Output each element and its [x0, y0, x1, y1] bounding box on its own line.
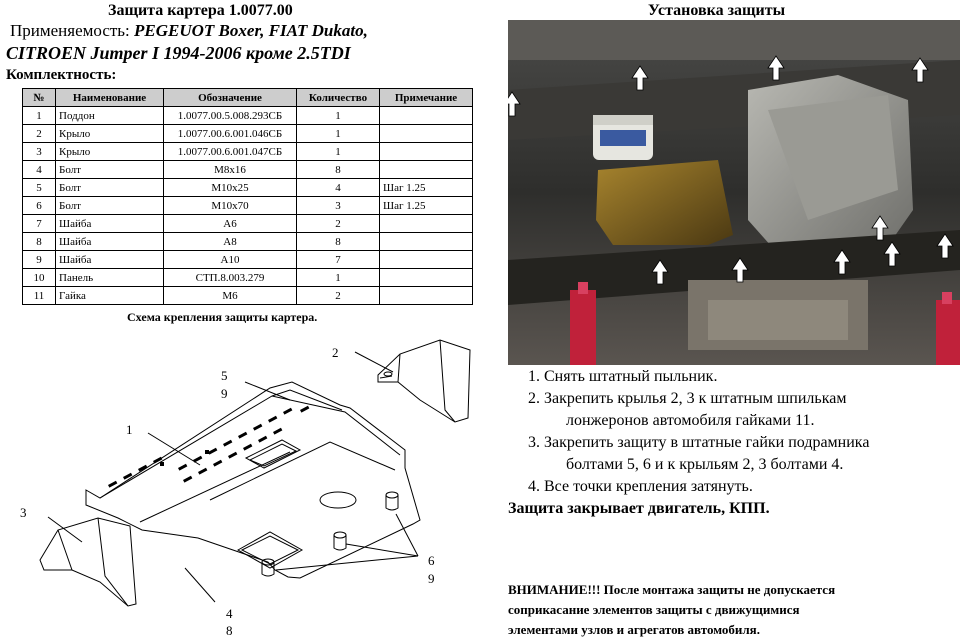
col-header-number: №: [23, 89, 56, 107]
callout-5: 5: [221, 368, 228, 383]
cell-name: Болт: [56, 179, 164, 197]
step-4: 4. Все точки крепления затянуть.: [528, 478, 753, 495]
callout-8: 8: [226, 623, 233, 638]
step-3: 3. Закрепить защиту в штатные гайки подрамника: [528, 434, 870, 451]
col-header-designation: Обозначение: [164, 89, 297, 107]
install-title: Установка защиты: [648, 2, 786, 19]
parts-table: [22, 88, 473, 305]
cell-designation: 1.0077.00.5.008.293СБ: [164, 107, 297, 125]
cell-name: Болт: [56, 161, 164, 179]
table-row: [23, 179, 473, 197]
oil-filter: [593, 115, 653, 160]
cell-quantity: 8: [297, 233, 380, 251]
protection-result: Защита закрывает двигатель, КПП.: [508, 500, 770, 517]
table-row: [23, 215, 473, 233]
cell-quantity: 1: [297, 269, 380, 287]
cell-name: Шайба: [56, 215, 164, 233]
cell-quantity: 2: [297, 215, 380, 233]
cell-designation: 1.0077.00.6.001.047СБ: [164, 143, 297, 161]
cell-name: Шайба: [56, 233, 164, 251]
cell-number: 10: [23, 269, 56, 287]
cell-name: Крыло: [56, 143, 164, 161]
kit-heading: Комплектность:: [6, 67, 117, 83]
cell-designation: М8х16: [164, 161, 297, 179]
table-row: [23, 107, 473, 125]
warning-line-3: элементами узлов и агрегатов автомобиля.: [508, 622, 760, 637]
col-header-quantity: Количество: [297, 89, 380, 107]
installation-photo: [508, 20, 960, 365]
table-row: [23, 161, 473, 179]
cell-quantity: 4: [297, 179, 380, 197]
table-row: [23, 125, 473, 143]
cell-number: 8: [23, 233, 56, 251]
cell-number: 3: [23, 143, 56, 161]
cell-designation: СТП.8.003.279: [164, 269, 297, 287]
document-title: Защита картера 1.0077.00: [108, 2, 293, 19]
table-row: [23, 269, 473, 287]
cell-quantity: 1: [297, 143, 380, 161]
callout-3: 3: [20, 505, 27, 520]
applicability-label: Применяемость:: [10, 21, 130, 40]
warning-note: [508, 580, 963, 640]
cell-quantity: 7: [297, 251, 380, 269]
col-header-name: Наименование: [56, 89, 164, 107]
jack-stand-right: [936, 292, 960, 365]
cell-note: [380, 161, 473, 179]
cell-number: 11: [23, 287, 56, 305]
warning-line-1: ВНИМАНИЕ!!! После монтажа защиты не допускается: [508, 582, 836, 597]
applicability-value: PEGEUOT Boxer, FIAT Dukato,: [134, 21, 368, 40]
cell-number: 1: [23, 107, 56, 125]
col-header-note: Примечание: [380, 89, 473, 107]
cell-number: 4: [23, 161, 56, 179]
cell-designation: М6: [164, 287, 297, 305]
cell-number: 7: [23, 215, 56, 233]
callout-9-bottom: 9: [428, 571, 435, 586]
step-2: 2. Закрепить крылья 2, 3 к штатным шпилькам: [528, 390, 847, 407]
cell-designation: М10х25: [164, 179, 297, 197]
cell-number: 5: [23, 179, 56, 197]
step-1: 1. Снять штатный пыльник.: [528, 368, 718, 385]
callout-6: 6: [428, 553, 435, 568]
callout-4: 4: [226, 606, 233, 621]
jack-stand-left: [570, 282, 596, 365]
cell-number: 6: [23, 197, 56, 215]
applicability: [10, 21, 368, 41]
oil-pan: [596, 160, 733, 245]
callout-2: 2: [332, 345, 339, 360]
install-steps: [528, 366, 960, 498]
cell-note: [380, 269, 473, 287]
warning-line-2: соприкасание элементов защиты с движущимися: [508, 602, 800, 617]
cell-note: Шаг 1.25: [380, 197, 473, 215]
scheme-caption: Схема крепления защиты картера.: [127, 310, 318, 324]
cell-note: Шаг 1.25: [380, 179, 473, 197]
pan-outline: [86, 382, 420, 578]
table-row: [23, 287, 473, 305]
table-row: [23, 197, 473, 215]
cell-note: [380, 143, 473, 161]
cell-name: Поддон: [56, 107, 164, 125]
step-3-cont: болтами 5, 6 и к крыльям 2, 3 болтами 4.: [566, 456, 844, 473]
assembly-diagram: [0, 330, 500, 638]
cell-name: Шайба: [56, 251, 164, 269]
cell-quantity: 8: [297, 161, 380, 179]
right-wing: [378, 340, 470, 422]
vehicle-line: CITROEN Jumper I 1994-2006 кроме 2.5TDI: [6, 43, 351, 63]
left-wing: [40, 518, 136, 606]
table-header-row: [23, 89, 473, 107]
cell-quantity: 1: [297, 107, 380, 125]
cell-designation: М10х70: [164, 197, 297, 215]
cell-quantity: 1: [297, 125, 380, 143]
cell-name: Крыло: [56, 125, 164, 143]
cell-note: [380, 125, 473, 143]
cell-name: Болт: [56, 197, 164, 215]
cell-designation: А8: [164, 233, 297, 251]
cell-note: [380, 251, 473, 269]
cell-number: 2: [23, 125, 56, 143]
cell-note: [380, 107, 473, 125]
cell-number: 9: [23, 251, 56, 269]
cell-note: [380, 215, 473, 233]
cell-name: Панель: [56, 269, 164, 287]
callout-9-top: 9: [221, 386, 228, 401]
table-row: [23, 143, 473, 161]
cell-note: [380, 233, 473, 251]
cell-designation: 1.0077.00.6.001.046СБ: [164, 125, 297, 143]
cell-designation: А6: [164, 215, 297, 233]
callout-1: 1: [126, 422, 133, 437]
cell-quantity: 2: [297, 287, 380, 305]
cell-name: Гайка: [56, 287, 164, 305]
table-row: [23, 233, 473, 251]
step-2-cont: лонжеронов автомобиля гайками 11.: [566, 412, 815, 429]
cell-designation: А10: [164, 251, 297, 269]
table-row: [23, 251, 473, 269]
cell-quantity: 3: [297, 197, 380, 215]
cell-note: [380, 287, 473, 305]
